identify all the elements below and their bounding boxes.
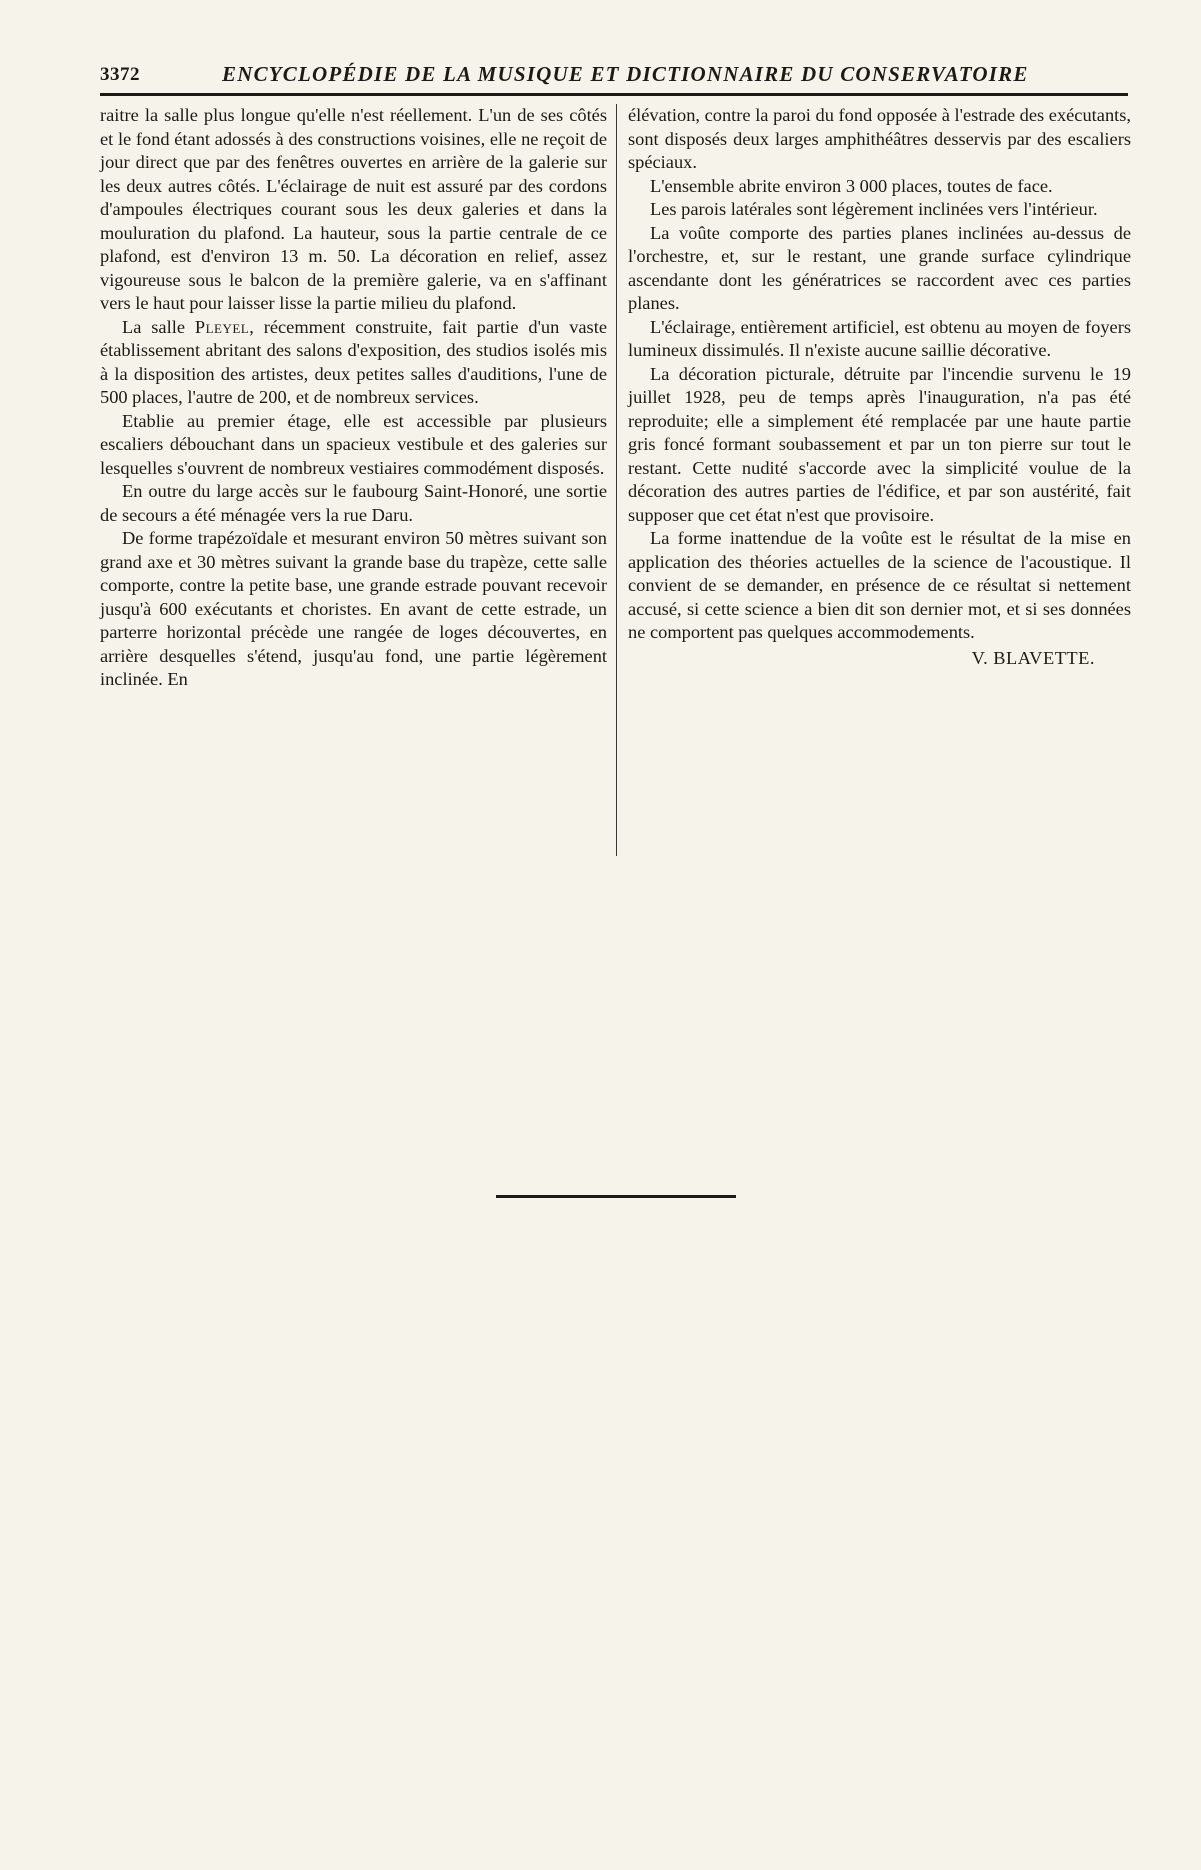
page-number: 3372: [100, 64, 140, 85]
running-header: [100, 62, 1128, 92]
paragraph: La voûte comporte des parties planes inclinées au-dessus de l'orchestre, et, sur le restant, une grande surface cylindrique ascendante dont les génératrices se raccordent avec ces parties planes.: [628, 222, 1131, 313]
author-signature: V. BLAVETTE.: [971, 647, 1095, 668]
paragraph: La décoration picturale, détruite par l'incendie survenu le 19 juillet 1928, peu de temps après l'inauguration, n'a pas été reproduite; elle a simplement été remplacée par une haute partie gris foncé formant soubassement et par un ton pierre sur tout le restant. Cette nudité s'accorde avec la simplicité voulue de la décoration des autres parties de l'édifice, et par son austérité, fait supposer que cet état n'est que provisoire.: [628, 363, 1131, 525]
paragraph: raitre la salle plus longue qu'elle n'est réellement. L'un de ses côtés et le fond étant adossés à des constructions voisines, elle ne reçoit de jour direct que par des fenêtres ouvertes en arrière de la galerie sur les deux autres côtés. L'éclairage de nuit est assuré par des cordons d'ampoules électriques courant sous les deux galeries et dans la mouluration du plafond. La hauteur, sous la partie centrale de ce plafond, est d'environ 13 m. 50. La décoration en relief, assez vigoureuse sous le balcon de la première galerie, va en s'affinant vers le haut pour laisser lisse la partie milieu du plafond.: [100, 105, 607, 313]
paragraph: L'éclairage, entièrement artificiel, est obtenu au moyen de foyers lumineux dissimulés. Il n'existe aucune saillie décorative.: [628, 316, 1131, 360]
header-rule: [100, 93, 1128, 96]
paragraph-text: , récemment construite, fait partie d'un vaste établissement abritant des salons d'exposition, des studios isolés mis à la disposition des artistes, deux petites salles d'auditions, l'une de 500 places, l'autre de 200, et de nombreux services.: [100, 316, 607, 407]
paragraph: L'ensemble abrite environ 3 000 places, toutes de face.: [650, 175, 1053, 196]
left-column: [100, 104, 607, 692]
section-end-rule: [496, 1195, 736, 1198]
paragraph-pleyel: [100, 316, 607, 410]
paragraph: élévation, contre la paroi du fond opposée à l'estrade des exécutants, sont disposés deux larges amphithéâtres desservis par des escaliers spéciaux.: [628, 105, 1131, 172]
paragraph: En outre du large accès sur le faubourg Saint-Honoré, une sortie de secours a été ménagée vers la rue Daru.: [100, 481, 607, 525]
paragraph-text: La salle: [122, 316, 195, 337]
right-column: [628, 104, 1131, 670]
column-divider: [616, 104, 617, 856]
paragraph: Etablie au premier étage, elle est accessible par plusieurs escaliers débouchant dans un spacieux vestibule et des galeries sur lesquelles s'ouvrent de nombreux vestiaires commodément disposés.: [100, 410, 607, 478]
hall-name: Pleyel: [194, 316, 250, 337]
paragraph: La forme inattendue de la voûte est le résultat de la mise en application des théories actuelles de la science de l'acoustique. Il convient de se demander, en présence de ce résultat si nettement accusé, si cette science a bien dit son dernier mot, et si ses données ne comportent pas quelques accommodements.: [628, 528, 1131, 642]
running-title: ENCYCLOPÉDIE DE LA MUSIQUE ET DICTIONNAIRE DU CONSERVATOIRE: [222, 62, 1029, 86]
paragraph: Les parois latérales sont légèrement inclinées vers l'intérieur.: [650, 199, 1098, 219]
paragraph: De forme trapézoïdale et mesurant environ 50 mètres suivant son grand axe et 30 mètres suivant la grande base du trapèze, cette salle comporte, contre la petite base, une grande estrade pouvant recevoir jusqu'à 600 exécutants et choristes. En avant de cette estrade, un parterre horizontal précède une rangée de loges découvertes, en arrière desquelles s'étend, jusqu'au fond, une partie légèrement inclinée. En: [100, 528, 607, 689]
